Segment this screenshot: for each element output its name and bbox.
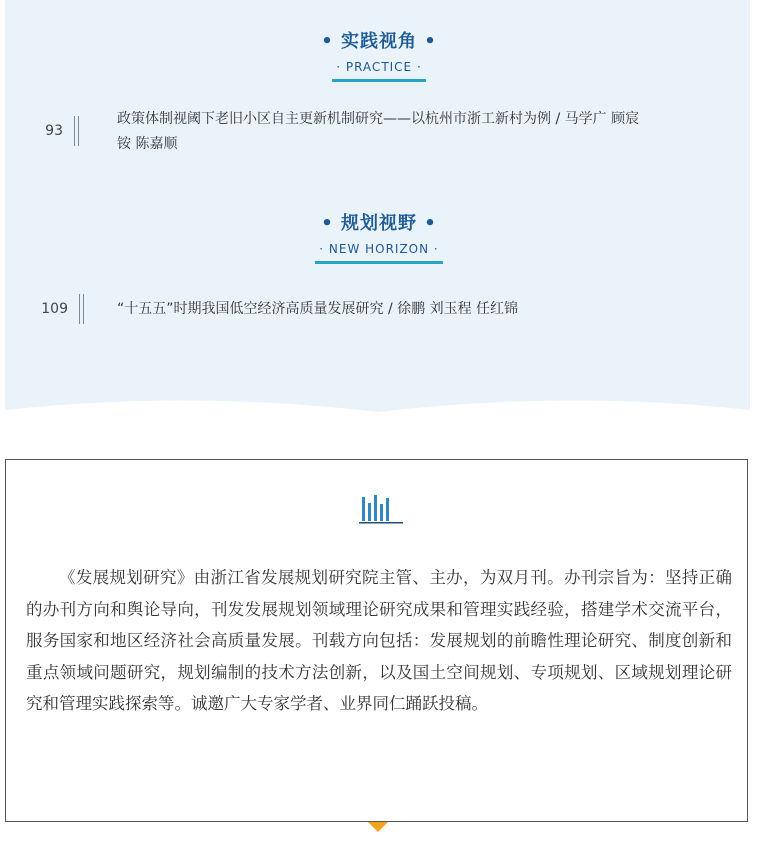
entry-title-line: 政策体制视阈下老旧小区自主更新机制研究——以杭州市浙工新村为例 / 马学广 顾宸 xyxy=(117,111,640,127)
about-text: 《发展规划研究》由浙江省发展规划研究院主管、主办，为双月刊。办刊宗旨为：坚持正确的办刊方向和舆论导向，刊发发展规划领域理论研究成果和管理实践经验，搭建学术交流平台，服务国家和地区经济社会高质量发展。刊载方向包括：发展规划的前瞻性理论研究、制度创新和重点领域问题研究，规划编制的技术方法创新，以及国土空间规划、专项规划、区域规划理论研究和管理实践探索等。诚邀广大专家学者、业界同仁踊跃投稿。 xyxy=(26,568,732,713)
entry-separator xyxy=(79,294,84,324)
section-subtitle-practice: · PRACTICE · xyxy=(332,60,426,82)
entry-title-line: 铵 陈嘉顺 xyxy=(117,136,178,152)
entry-separator xyxy=(74,116,79,146)
section-title-practice: • 实践视角 • xyxy=(321,31,437,52)
scallop-divider xyxy=(0,392,758,432)
about-card xyxy=(5,459,748,822)
section-title-new-horizon: • 规划视野 • xyxy=(321,213,437,234)
entry-title[interactable] xyxy=(117,107,737,157)
entry-page-number: 93 xyxy=(45,123,63,139)
entry-title-line: “十五五”时期我国低空经济高质量发展研究 / 徐鹏 刘玉程 任红锦 xyxy=(117,301,519,317)
section-subtitle-new-horizon: · NEW HORIZON · xyxy=(315,242,442,264)
entry-page-number: 109 xyxy=(41,301,68,317)
bar-chart-icon xyxy=(359,493,405,525)
down-pointer-icon xyxy=(368,822,388,832)
entry-title[interactable] xyxy=(117,297,737,322)
